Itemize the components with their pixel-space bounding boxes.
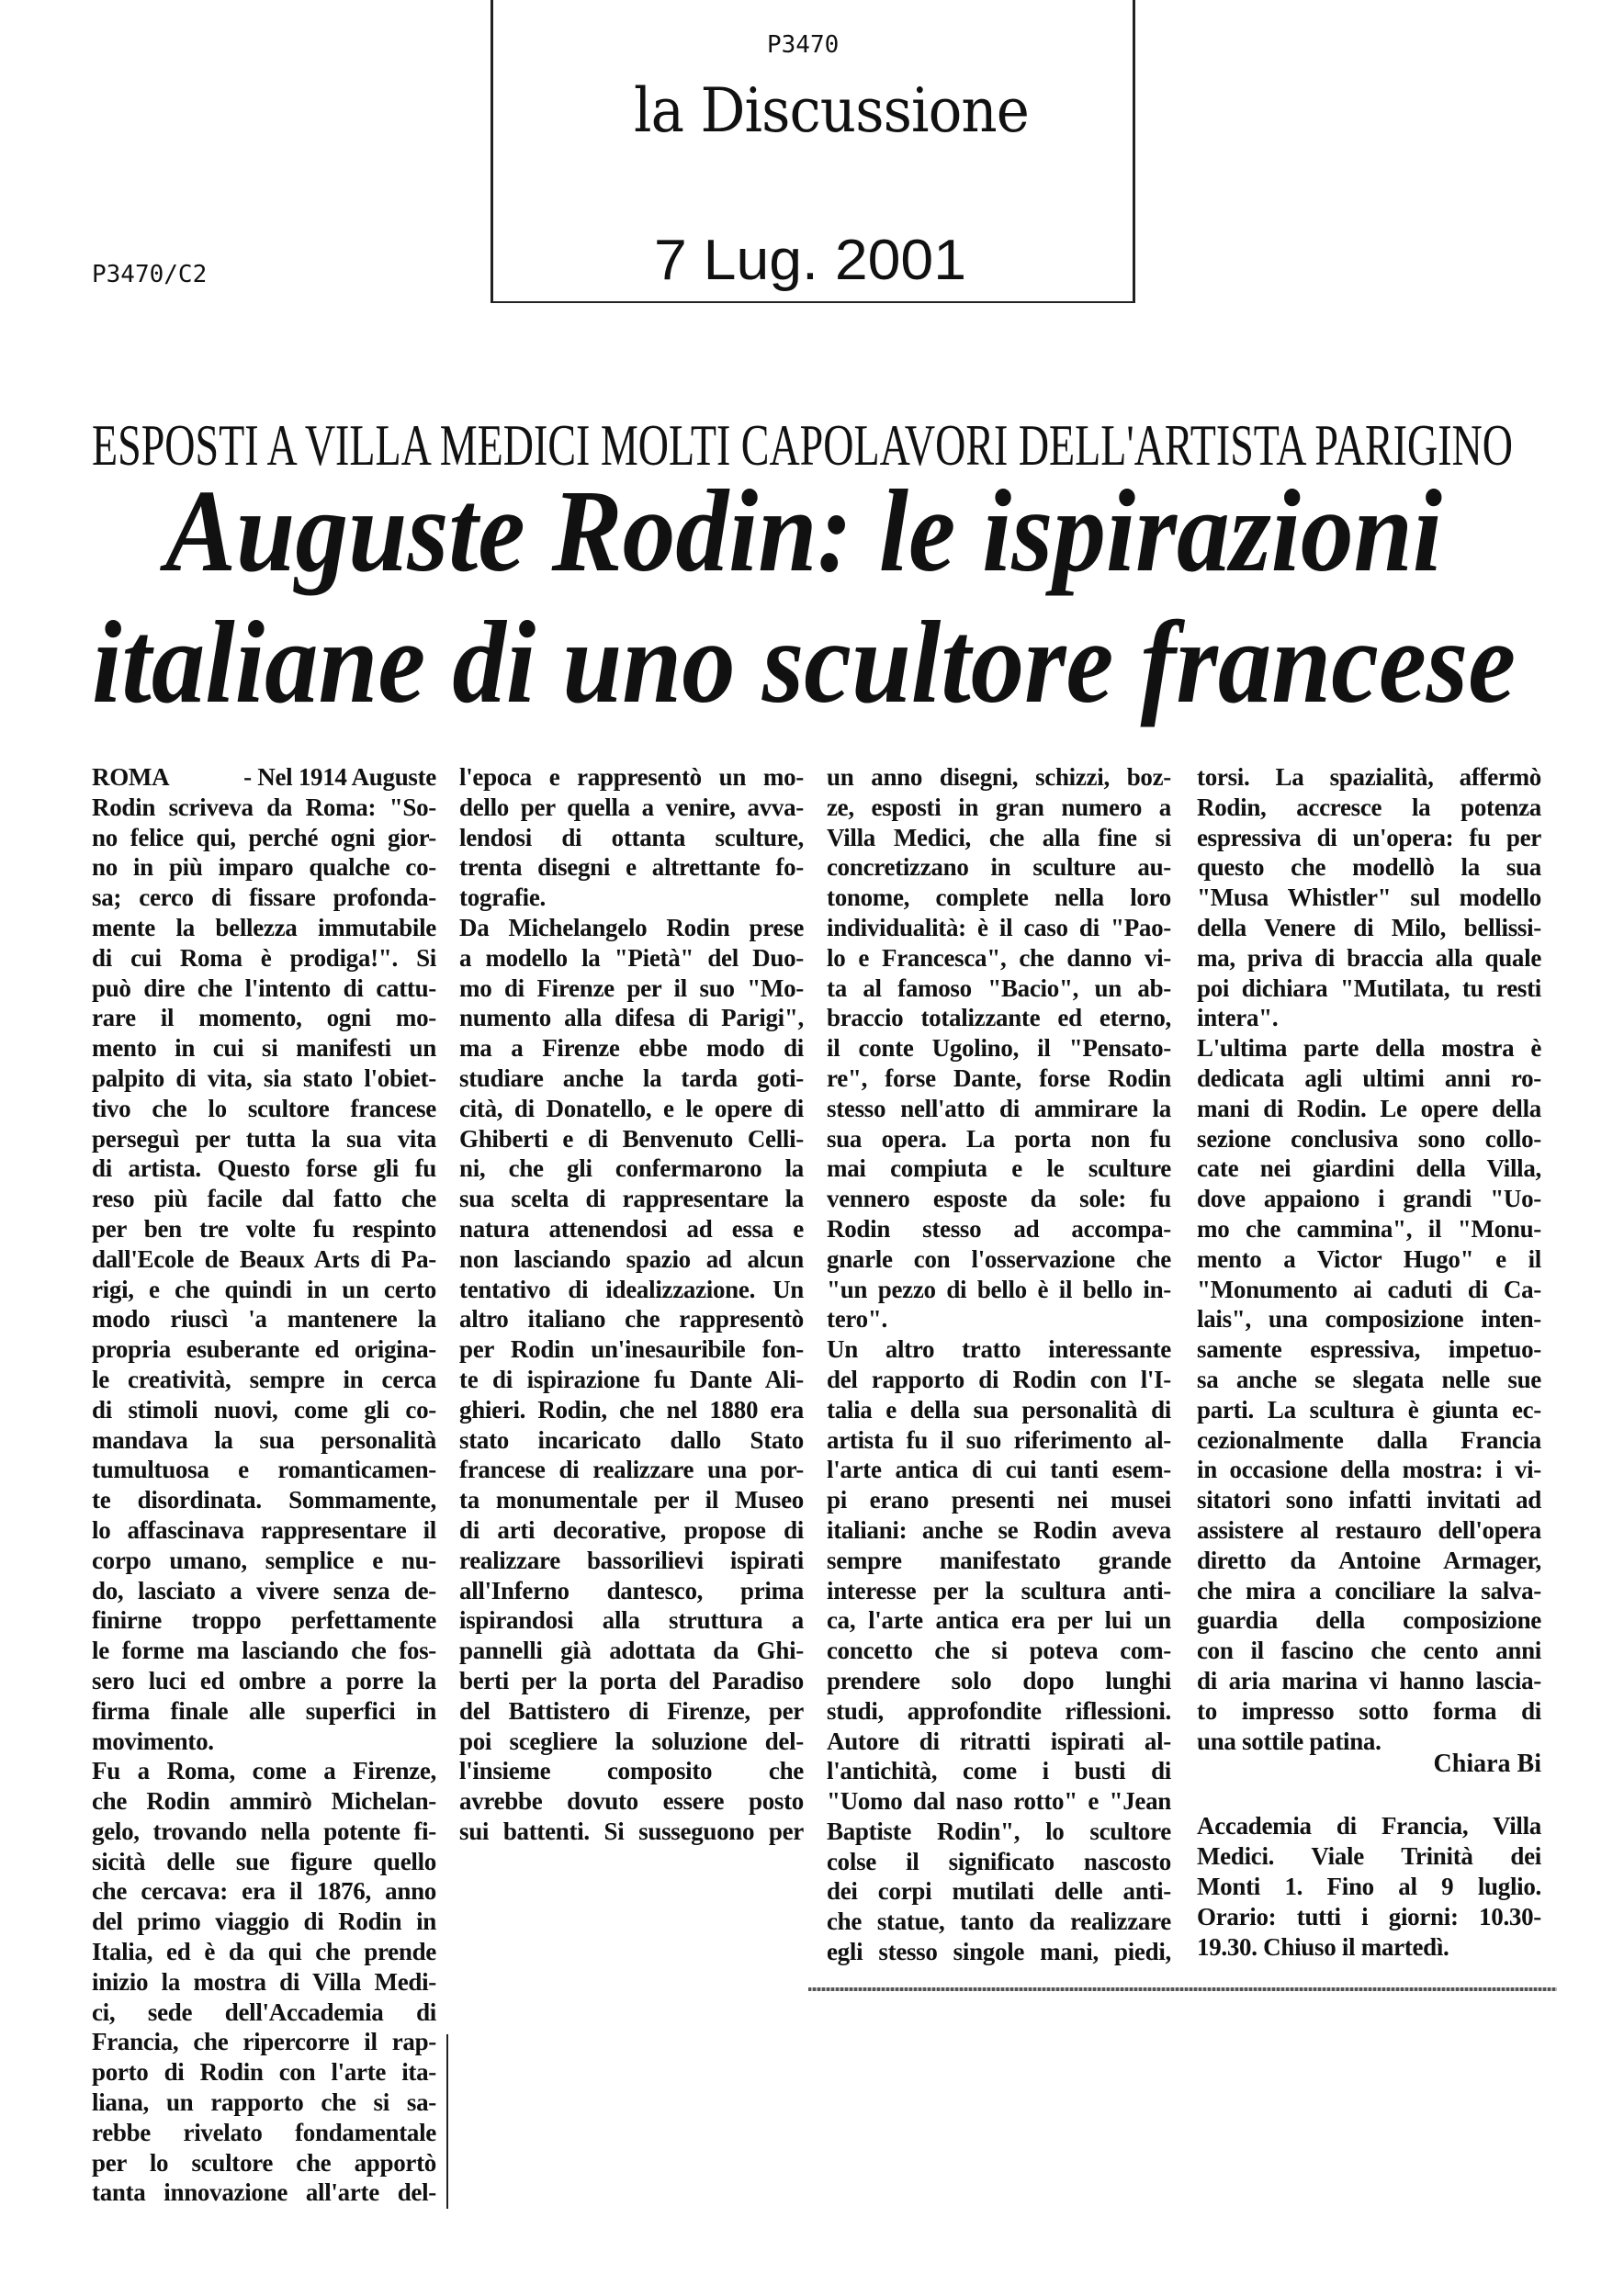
text-line: sezione conclusiva sono collo- [1197,1124,1541,1153]
text-line: per lo scultore che apportò [92,2148,436,2177]
text-line: l'epoca e rappresentò un mo- [459,763,804,791]
text-line: finirne troppo perfettamente [92,1606,436,1635]
text-line: dove appaiono i grandi "Uo- [1197,1185,1541,1213]
text-line: corpo umano, semplice e nu- [92,1546,436,1574]
text-line: di aria marina vi hanno lascia- [1197,1666,1541,1694]
text-line: "Monumento ai caduti di Ca- [1197,1275,1541,1303]
info-line: Accademia di Francia, Villa [1197,1812,1541,1840]
text-line: una sottile patina. [1197,1727,1382,1755]
text-line: realizzare bassorilievi ispirati [459,1546,804,1574]
text-line: berti per la porta del Paradiso [459,1666,804,1694]
text-line-content: - Nel 1914 Auguste [237,763,436,791]
text-line: vennero esposte da sole: fu [827,1185,1171,1213]
text-line: il conte Ugolino, il "Pensato- [827,1034,1171,1063]
text-line: parti. La scultura è giunta ec- [1197,1395,1541,1424]
text-line: tanta innovazione all'arte del- [92,2178,436,2207]
headline-line-1: Auguste Rodin: le ispirazioni [165,466,1442,596]
text-line: inizio la mostra di Villa Medi- [92,1967,436,1996]
text-line: ze, esposti in gran numero a [827,793,1171,821]
text-line: numento alla difesa di Parigi", [459,1004,804,1032]
text-line: tografie. [459,884,547,912]
text-line: individualità: è il caso di "Pao- [827,913,1171,941]
text-line: interesse per la scultura anti- [827,1576,1171,1604]
text-line: Baptiste Rodin", lo scultore [827,1817,1171,1845]
text-line: trenta disegni e altrettante fo- [459,853,804,882]
header-rule-left [491,0,493,303]
text-line: altro italiano che rappresentò [459,1305,804,1334]
text-line: lais", una composizione inten- [1197,1305,1541,1334]
text-line: mento in cui si manifesti un [92,1034,436,1063]
text-line: di cui Roma è prodiga!". Si [92,943,436,972]
text-line: te di ispirazione fu Dante Ali- [459,1365,804,1393]
text-line: dedicata agli ultimi anni ro- [1197,1064,1541,1092]
text-line: sa; cerco di fissare profonda- [92,884,436,912]
text-line: porto di Rodin con l'arte ita- [92,2058,436,2087]
text-line: dei corpi mutilati delle anti- [827,1877,1171,1906]
author-signature: Chiara Bi [1433,1750,1541,1778]
text-line: dello per quella a venire, avva- [459,793,804,821]
text-line: espressiva di un'opera: fu per [1197,823,1541,851]
text-line: concetto che si poteva com- [827,1637,1171,1665]
text-line: sa anche se slegata nelle sue [1197,1365,1541,1393]
text-line: assistere al restauro dell'opera [1197,1515,1541,1544]
text-line: pi erano presenti nei musei [827,1486,1171,1514]
text-line: ma a Firenze ebbe modo di [459,1034,804,1063]
text-line: stato incaricato dallo Stato [459,1425,804,1454]
text-line: poi dichiara "Mutilata, tu resti [1197,974,1541,1002]
text-line: movimento. [92,1727,214,1755]
text-line: sicità delle sue figure quello [92,1847,436,1875]
text-line: studi, approfondite riflessioni. [827,1696,1171,1725]
text-line: prendere solo dopo lunghi [827,1666,1171,1694]
text-line: torsi. La spazialità, affermò [1197,763,1541,791]
newspaper-masthead: la Discussione [634,75,1029,146]
text-line: tumultuosa e romanticamen- [92,1456,436,1484]
text-line: cità, di Donatello, e le opere di [459,1094,804,1122]
text-line: do, lasciato a vivere senza de- [92,1576,436,1604]
text-line: Italia, ed è da qui che prende [92,1938,436,1966]
text-line: "un pezzo di bello è il bello in- [827,1275,1171,1303]
header-rule-right [1133,0,1135,303]
text-line: del rapporto di Rodin con l'I- [827,1365,1171,1393]
headline-line-2: italiane di uno scultore francese [92,597,1516,727]
article-column-3 [827,762,1171,1967]
text-line: lo e Francesca", che danno vi- [827,943,1171,972]
text-line: rigi, e che quindi in un certo [92,1275,436,1303]
info-line: Monti 1. Fino al 9 luglio. [1197,1873,1541,1900]
text-line: un anno disegni, schizzi, boz- [827,763,1171,791]
article-column-2 [459,762,804,1847]
text-line: mente la bellezza immutabile [92,913,436,941]
text-line: che mira a conciliare la salva- [1197,1576,1541,1604]
text-line: Fu a Roma, come a Firenze, [92,1757,436,1785]
text-line: egli stesso singole mani, piedi, [827,1938,1171,1966]
publication-date: 7 Lug. 2001 [654,229,966,292]
text-line: liana, un rapporto che si sa- [92,2088,436,2117]
text-line: ma, priva di braccia alla quale [1197,943,1541,972]
text-line: per ben tre volte fu respinto [92,1214,436,1243]
text-line: le creatività, sempre in cerca [92,1365,436,1393]
text-line: lo affascinava rappresentare il [92,1515,436,1544]
text-line: artista fu il suo riferimento al- [827,1425,1171,1454]
text-line: guardia della composizione [1197,1606,1541,1635]
text-line: "Musa Whistler" sul modello [1197,884,1541,912]
text-line: tero". [827,1305,887,1334]
info-line: Medici. Viale Trinità dei [1197,1842,1541,1870]
text-line: che cercava: era il 1876, anno [92,1877,436,1906]
text-line: può dire che l'intento di cattu- [92,974,436,1002]
text-line: Rodin, accresce la potenza [1197,793,1541,821]
text-line: Rodin stesso ad accompa- [827,1214,1171,1243]
text-line: intera". [1197,1004,1279,1032]
text-line: re", forse Dante, forse Rodin [827,1064,1171,1092]
text-line: L'ultima parte della mostra è [1197,1034,1541,1063]
text-line: Un altro tratto interessante [827,1335,1171,1364]
text-line: diretto da Antoine Armager, [1197,1546,1541,1574]
header-rule-bottom [491,301,1135,303]
text-line: di stimoli nuovi, come gli co- [92,1395,436,1424]
text-line: gelo, trovando nella potente fi- [92,1817,436,1845]
text-line: le forme ma lasciando che fos- [92,1637,436,1665]
text-line: Rodin scriveva da Roma: "So- [92,793,436,821]
text-line: sempre manifestato grande [827,1546,1171,1574]
text-line: ta monumentale per il Museo [459,1486,804,1514]
text-line: avrebbe dovuto essere posto [459,1787,804,1816]
text-line: perseguì per tutta la sua vita [92,1124,436,1153]
text-line: l'antichità, come i busti di [827,1757,1171,1785]
text-line: mandava la sua personalità [92,1425,436,1454]
text-line: natura attenendosi ad essa e [459,1214,804,1243]
text-line: ta al famoso "Bacio", un ab- [827,974,1171,1002]
text-line: mento a Victor Hugo" e il [1197,1244,1541,1273]
text-line: modo riuscì 'a mantenere la [92,1305,436,1334]
article-kicker: ESPOSTI A VILLA MEDICI MOLTI CAPOLAVORI DELL'ARTISTA PARIGINO [92,412,1513,478]
text-line: palpito di vita, sia stato l'obiet- [92,1064,436,1092]
text-line: all'Inferno dantesco, prima [459,1576,804,1604]
text-line: rare il momento, ogni mo- [92,1004,436,1032]
text-line: della Venere di Milo, bellissi- [1197,913,1541,941]
text-line: non lasciando spazio ad alcun [459,1244,804,1273]
text-line: sua opera. La porta non fu [827,1124,1171,1153]
text-line: sui battenti. Si susseguono per [459,1817,804,1845]
text-line: l'insieme composito che [459,1757,804,1785]
text-line: to impresso sotto forma di [1197,1696,1541,1725]
text-line: reso più facile dal fatto che [92,1185,436,1213]
text-line: ghieri. Rodin, che nel 1880 era [459,1395,804,1424]
text-line: Da Michelangelo Rodin prese [459,913,804,941]
text-line: mani di Rodin. Le opere della [1197,1094,1541,1122]
text-line: che Rodin ammirò Michelan- [92,1787,436,1816]
text-line: di artista. Questo forse gli fu [92,1154,436,1183]
text-line: francese di realizzare una por- [459,1456,804,1484]
text-line: ci, sede dell'Accademia di [92,1998,436,2026]
text-line: dall'Ecole de Beaux Arts di Pa- [92,1244,436,1273]
text-line: te disordinata. Sommamente, [92,1486,436,1514]
text-line: firma finale alle superfici in [92,1696,436,1725]
text-line: "Uomo dal naso rotto" e "Jean [827,1787,1171,1816]
archive-code: P3470 [767,31,840,59]
info-line: Orario: tutti i giorni: 10.30- [1197,1903,1541,1930]
text-line: Villa Medici, che alla fine si [827,823,1171,851]
text-line: stesso nell'atto di ammirare la [827,1094,1171,1122]
text-line: gnarle con l'osservazione che [827,1244,1171,1273]
text-line: rebbe rivelato fondamentale [92,2118,436,2146]
text-line: Ghiberti e di Benvenuto Celli- [459,1124,804,1153]
text-line: mai compiuta e le sculture [827,1154,1171,1183]
text-line: sua scelta di rappresentare la [459,1185,804,1213]
text-line [92,762,436,793]
text-line: ni, che gli confermarono la [459,1154,804,1183]
text-line: di arti decorative, propose di [459,1515,804,1544]
text-line: no felice qui, perché ogni gior- [92,823,436,851]
text-line: per Rodin un'inesauribile fon- [459,1335,804,1364]
text-line: sero luci ed ombre a porre la [92,1666,436,1694]
text-line: cezionalmente dalla Francia [1197,1425,1541,1454]
text-line: talia e della sua personalità di [827,1395,1171,1424]
text-line: mo che cammina", il "Monu- [1197,1214,1541,1243]
text-line: mo di Firenze per il suo "Mo- [459,974,804,1002]
text-line: samente espressiva, impetuo- [1197,1335,1541,1364]
end-rule [808,1987,1557,1991]
text-line: Autore di ritratti ispirati al- [827,1727,1171,1755]
text-line: l'arte antica di cui tanti esem- [827,1456,1171,1484]
archive-subcode: P3470/C2 [92,261,208,288]
text-line: concretizzano in sculture au- [827,853,1171,882]
info-line: 19.30. Chiuso il martedì. [1197,1933,1449,1961]
text-line: a modello la "Pietà" del Duo- [459,943,804,972]
text-line: tivo che lo scultore francese [92,1094,436,1122]
text-line: braccio totalizzante ed eterno, [827,1004,1171,1032]
text-line: propria esuberante ed origina- [92,1335,436,1364]
text-line: ispirandosi alla struttura a [459,1606,804,1635]
dateline: ROMA [92,763,170,791]
text-line: del Battistero di Firenze, per [459,1696,804,1725]
text-line: del primo viaggio di Rodin in [92,1908,436,1936]
article-column-1 [92,762,436,2208]
column-rule [446,2034,448,2209]
text-line: studiare anche la tarda goti- [459,1064,804,1092]
text-line: questo che modellò la sua [1197,853,1541,882]
text-line: con il fascino che cento anni [1197,1637,1541,1665]
text-line: italiani: anche se Rodin aveva [827,1515,1171,1544]
text-line: pannelli già adottata da Ghi- [459,1637,804,1665]
text-line: in occasione della mostra: i vi- [1197,1456,1541,1484]
text-line: che statue, tanto da realizzare [827,1908,1171,1936]
text-line: tentativo di idealizzazione. Un [459,1275,804,1303]
text-line: cate nei giardini della Villa, [1197,1154,1541,1183]
text-line: Francia, che ripercorre il rap- [92,2028,436,2056]
text-line: poi scegliere la soluzione del- [459,1727,804,1755]
text-line: ca, l'arte antica era per lui un [827,1606,1171,1635]
exhibition-info [1197,1811,1541,1963]
text-line: no in più imparo qualche co- [92,853,436,882]
text-line: sitatori sono infatti invitati ad [1197,1486,1541,1514]
article-column-4 [1197,762,1541,1756]
text-line: lendosi di ottanta sculture, [459,823,804,851]
text-line: colse il significato nascosto [827,1847,1171,1875]
text-line: tonome, complete nella loro [827,884,1171,912]
